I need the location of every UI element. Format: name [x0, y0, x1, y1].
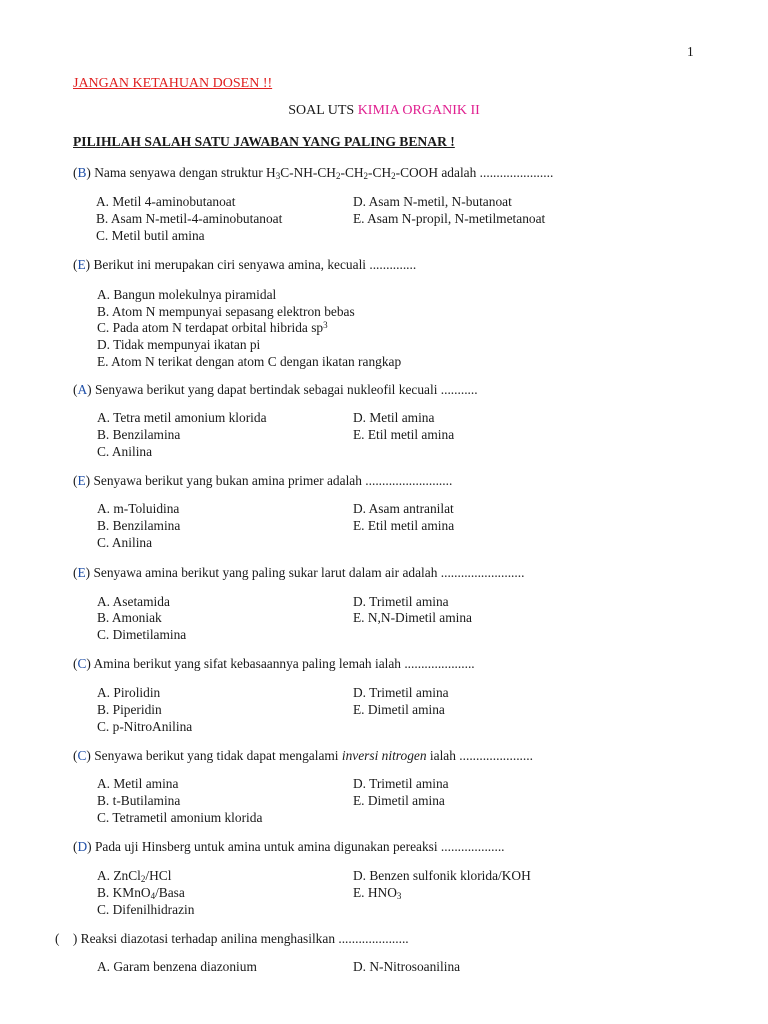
question-4: (E) Senyawa berikut yang bukan amina primer adalah ..........................	[73, 473, 453, 488]
option-1b: B. Asam N-metil-4-aminobutanoat	[96, 211, 283, 226]
answer-3: A	[77, 382, 88, 397]
option-8e-pre: E. HNO	[353, 885, 397, 900]
option-2d: D. Tidak mempunyai ikatan pi	[97, 337, 261, 352]
answer-6: C	[77, 656, 87, 671]
option-8a-post: /HCl	[145, 868, 172, 883]
option-2c	[97, 319, 328, 336]
question-8: (D) Pada uji Hinsberg untuk amina untuk amina digunakan pereaksi ...................	[73, 839, 505, 854]
option-9d: D. N-Nitrosoanilina	[353, 959, 461, 974]
option-6e: E. Dimetil amina	[353, 702, 445, 717]
answer-4: E	[77, 473, 86, 488]
option-7a: A. Metil amina	[97, 776, 179, 791]
option-2c-superscript: 3	[323, 320, 328, 330]
option-4e: E. Etil metil amina	[353, 518, 455, 533]
question-7-text-before: Senyawa berikut yang tidak dapat mengalami	[94, 748, 342, 763]
option-4c: C. Anilina	[97, 535, 153, 550]
option-4b: B. Benzilamina	[97, 518, 181, 533]
option-4a: A. m-Toluidina	[97, 501, 180, 516]
question-6: (C) Amina berikut yang sifat kebasaannya paling lemah ialah .....................	[73, 656, 475, 671]
option-6b: B. Piperidin	[97, 702, 162, 717]
option-7c: C. Tetrametil amonium klorida	[97, 810, 263, 825]
question-3-text: Senyawa berikut yang dapat bertindak sebagai nukleofil kecuali ...........	[94, 382, 478, 397]
option-1d: D. Asam N-metil, N-butanoat	[353, 194, 512, 209]
option-2c-text: C. Pada atom N terdapat orbital hibrida sp	[97, 320, 324, 335]
question-6-text: Amina berikut yang sifat kebasaannya paling lemah ialah .....................	[93, 656, 475, 671]
option-8d: D. Benzen sulfonik klorida/KOH	[353, 868, 531, 883]
warning-heading: JANGAN KETAHUAN DOSEN !!	[73, 76, 273, 91]
page-title	[0, 102, 768, 119]
option-8b-post: /Basa	[155, 885, 185, 900]
option-3d: D. Metil amina	[353, 410, 435, 425]
question-7-text-after: ialah ......................	[426, 748, 533, 763]
question-1-text-before: Nama senyawa dengan struktur H	[94, 165, 276, 180]
option-7b: B. t-Butilamina	[97, 793, 181, 808]
option-3b: B. Benzilamina	[97, 427, 181, 442]
option-8a: A. ZnCl$_2$/HCl	[97, 868, 172, 884]
option-2e: E. Atom N terikat dengan atom C dengan ikatan rangkap	[97, 354, 402, 369]
question-7-italic: inversi nitrogen	[341, 748, 427, 763]
answer-1: B	[77, 165, 87, 180]
question-8-text: Pada uji Hinsberg untuk amina untuk amina digunakan pereaksi ...................	[94, 839, 505, 854]
question-9: ( ) Reaksi diazotasi terhadap anilina menghasilkan .....................	[55, 931, 409, 946]
option-6a: A. Pirolidin	[97, 685, 161, 700]
option-5c: C. Dimetilamina	[97, 627, 187, 642]
question-9-text: Reaksi diazotasi terhadap anilina menghasilkan .....................	[80, 931, 409, 946]
option-5d: D. Trimetil amina	[353, 594, 449, 609]
option-6d: D. Trimetil amina	[353, 685, 449, 700]
option-6c: C. p-NitroAnilina	[97, 719, 193, 734]
option-3c: C. Anilina	[97, 444, 153, 459]
question-1: (B) Nama senyawa dengan struktur $H_3C-NH-CH_2-CH_2-CH_2$-COOH adalah ......................	[73, 165, 554, 181]
question-4-text: Senyawa berikut yang bukan amina primer adalah ..........................	[93, 473, 453, 488]
option-5b: B. Amoniak	[97, 610, 162, 625]
title-prefix: SOAL UTS	[288, 103, 358, 118]
question-2-text: Berikut ini merupakan ciri senyawa amina, kecuali ..............	[93, 257, 417, 272]
question-2: (E) Berikut ini merupakan ciri senyawa amina, kecuali ..............	[73, 257, 417, 272]
option-2b: B. Atom N mempunyai sepasang elektron bebas	[97, 304, 355, 319]
option-3e: E. Etil metil amina	[353, 427, 455, 442]
instruction: PILIHLAH SALAH SATU JAWABAN YANG PALING BENAR !	[73, 134, 455, 149]
option-5e: E. N,N-Dimetil amina	[353, 610, 472, 625]
question-5-text: Senyawa amina berikut yang paling sukar larut dalam air adalah .........................	[93, 565, 525, 580]
answer-9	[59, 931, 72, 946]
option-8b: B. KMnO$_4$/Basa	[97, 885, 185, 901]
page-number: 1	[687, 44, 694, 59]
question-3: (A) Senyawa berikut yang dapat bertindak sebagai nukleofil kecuali ...........	[73, 382, 478, 397]
title-accent: KIMIA ORGANIK II	[357, 103, 480, 118]
option-7d: D. Trimetil amina	[353, 776, 449, 791]
option-8b-pre: B. KMnO	[97, 885, 151, 900]
option-4d: D. Asam antranilat	[353, 501, 454, 516]
question-1-text-after: adalah ......................	[438, 165, 554, 180]
answer-8: D	[77, 839, 88, 854]
option-9a: A. Garam benzena diazonium	[97, 959, 257, 974]
option-8c: C. Difenilhidrazin	[97, 902, 195, 917]
answer-5: E	[77, 565, 86, 580]
option-3a: A. Tetra metil amonium klorida	[97, 410, 267, 425]
option-1e: E. Asam N-propil, N-metilmetanoat	[353, 211, 546, 226]
option-8a-pre: A. ZnCl	[97, 868, 141, 883]
option-8e: E. $HNO_3$	[353, 885, 402, 901]
answer-2: E	[77, 257, 86, 272]
option-1c: C. Metil butil amina	[96, 228, 205, 243]
option-1a: A. Metil 4-aminobutanoat	[96, 194, 236, 209]
option-5a: A. Asetamida	[97, 594, 170, 609]
question-5: (E) Senyawa amina berikut yang paling sukar larut dalam air adalah .........................	[73, 565, 525, 580]
option-7e: E. Dimetil amina	[353, 793, 445, 808]
question-7: (C) Senyawa berikut yang tidak dapat mengalami inversi nitrogen ialah ......................	[73, 748, 533, 763]
answer-7: C	[77, 748, 87, 763]
option-2a: A. Bangun molekulnya piramidal	[97, 287, 277, 302]
